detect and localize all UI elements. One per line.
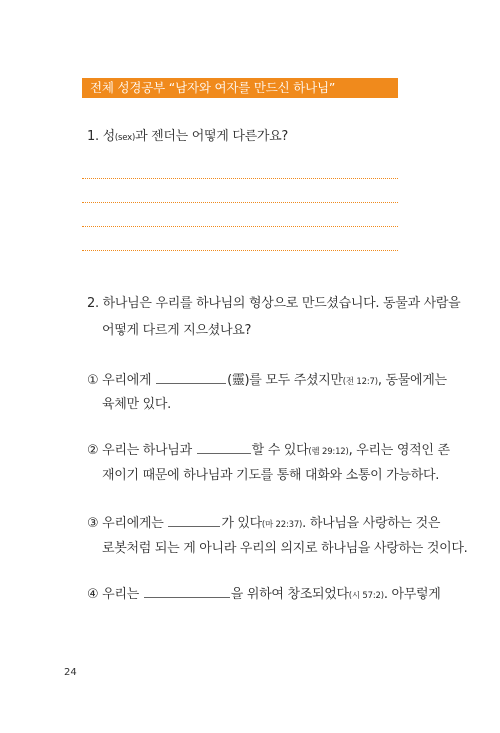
page-number: 24 [64, 667, 77, 678]
item-1-blank[interactable] [156, 373, 226, 384]
item-1-line-1 [87, 369, 447, 388]
item-4-text-c: . 아무렇게 [383, 587, 441, 602]
answer-line-1[interactable] [82, 178, 398, 179]
question-2-line-2: 어떻게 다르게 지으셨나요? [102, 323, 252, 338]
item-1-text-a: ① 우리에게 [87, 373, 156, 388]
item-3-line-1 [87, 512, 440, 531]
chapter-header-title: 전체 성경공부 “남자와 여자를 만드신 하나님” [90, 80, 336, 95]
answer-line-3[interactable] [82, 226, 398, 227]
item-2-text-c: , 우리는 영적인 존 [348, 443, 450, 458]
question-2-line-1: 2. 하나님은 우리를 하나님의 형상으로 만드셨습니다. 동물과 사람을 [87, 296, 461, 311]
item-2-blank[interactable] [197, 443, 251, 454]
item-1-line-2: 육체만 있다. [102, 397, 171, 412]
item-2-line-2: 재이기 때문에 하나님과 기도를 통해 대화와 소통이 가능하다. [102, 468, 440, 483]
chapter-header-bar [82, 78, 398, 98]
item-4-blank[interactable] [144, 587, 230, 598]
item-2-text-a: ② 우리는 하나님과 [87, 443, 196, 458]
question-1-sex-note: (sex) [114, 133, 136, 143]
answer-line-4[interactable] [82, 250, 398, 251]
item-2-ref: (렘 29:12) [308, 447, 349, 457]
item-4-text-a: ④ 우리는 [87, 587, 143, 602]
item-3-blank[interactable] [168, 516, 220, 527]
item-3-text-c: . 하나님을 사랑하는 것은 [302, 516, 441, 531]
item-4-text-b: 을 위하여 창조되었다 [230, 587, 349, 602]
item-3-text-b: 가 있다 [221, 516, 262, 531]
item-3-text-a: ③ 우리에게는 [87, 516, 168, 531]
item-4-line-1 [87, 583, 441, 602]
item-3-ref: (마 22:37) [261, 520, 303, 530]
answer-line-2[interactable] [82, 202, 398, 203]
question-1-text-b: 과 젠더는 어떻게 다른가요? [135, 129, 289, 144]
item-1-ref: (전 12:7) [342, 377, 378, 387]
item-4-ref: (시 57:2) [348, 591, 384, 601]
question-1-text-a: 1. 성 [87, 129, 115, 144]
item-1-text-b: (靈)를 모두 주셨지만 [227, 373, 343, 388]
item-3-line-2: 로봇처럼 되는 게 아니라 우리의 의지로 하나님을 사랑하는 것이다. [102, 541, 468, 556]
item-1-text-c: , 동물에게는 [377, 373, 447, 388]
question-1 [87, 125, 288, 144]
item-2-text-b: 할 수 있다 [251, 443, 309, 458]
item-2-line-1 [87, 439, 450, 458]
